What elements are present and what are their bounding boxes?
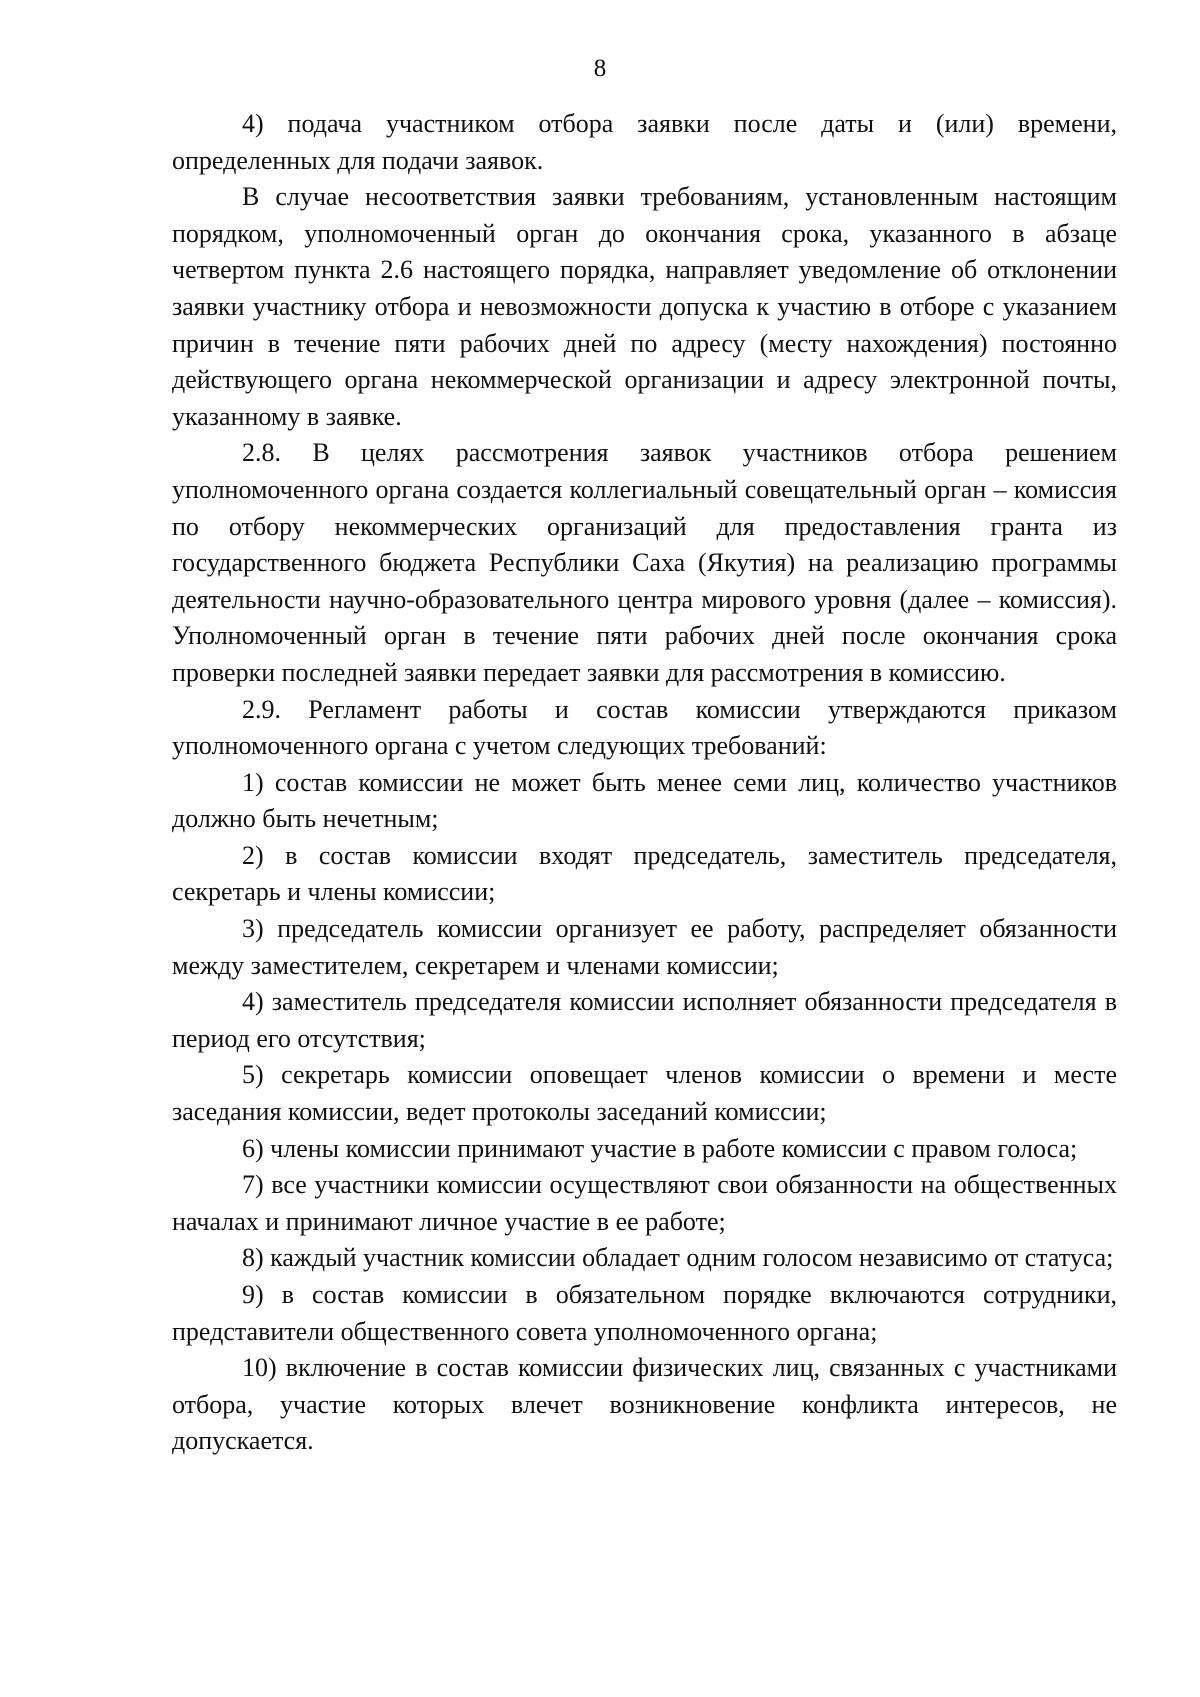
list-item: 6) члены комиссии принимают участие в работе комиссии с правом голоса; bbox=[242, 1133, 1078, 1163]
list-item: 10) включение в состав комиссии физических лиц, связанных с участниками отбора, участие которых влечет возникновение конфликта интересов, не допускается. bbox=[172, 1353, 1117, 1456]
list-item: 8) каждый участник комиссии обладает одним голосом независимо от статуса; bbox=[242, 1243, 1114, 1273]
list-item: 3) председатель комиссии организует ее работу, распределяет обязанности между заместителем, секретарем и членами комиссии; bbox=[172, 914, 1117, 980]
list-item: 9) в состав комиссии в обязательном порядке включаются сотрудники, представители общественного совета уполномоченного органа; bbox=[172, 1280, 1117, 1346]
document-body bbox=[172, 106, 1117, 1460]
list-item: 5) секретарь комиссии оповещает членов комиссии о времени и месте заседания комиссии, ведет протоколы заседаний комиссии; bbox=[172, 1060, 1117, 1127]
list-item: 7) все участники комиссии осуществляют свои обязанности на общественных началах и принимают личное участие в ее работе; bbox=[172, 1170, 1117, 1236]
paragraph: 4) подача участником отбора заявки после даты и (или) времени, определенных для подачи заявок. bbox=[172, 109, 1117, 175]
paragraph: 2.9. Регламент работы и состав комиссии утверждаются приказом уполномоченного органа с учетом следующих требований: bbox=[172, 694, 1117, 761]
list-item: 4) заместитель председателя комиссии исполняет обязанности председателя в период его отсутствия; bbox=[172, 987, 1117, 1053]
list-item: 2) в состав комиссии входят председатель, заместитель председателя, секретарь и члены комиссии; bbox=[172, 840, 1117, 907]
list-item: 1) состав комиссии не может быть менее семи лиц, количество участников должно быть нечетным; bbox=[172, 767, 1117, 834]
paragraph: 2.8. В целях рассмотрения заявок участников отбора решением уполномоченного органа создается коллегиальный совещательный орган – комиссия по отбору некоммерческих организаций для предоставления гранта из государственного бюджета Республики Саха (Якутия) на реализацию программы деятельности научно-образовательного центра мирового уровня (далее – комиссия). Уполномоченный орган в течение пяти рабочих дней после окончания срока проверки последней заявки передает заявки для рассмотрения в комиссию. bbox=[172, 438, 1117, 687]
page-number: 8 bbox=[593, 55, 607, 82]
paragraph: В случае несоответствия заявки требованиям, установленным настоящим порядком, уполномоченный орган до окончания срока, указанного в абзаце четвертом пункта 2.6 настоящего порядка, направляет уведомление об отклонении заявки участнику отбора и невозможности допуска к участию в отборе с указанием причин в течение пяти рабочих дней по адресу (месту нахождения) постоянно действующего органа некоммерческой организации и адресу электронной почты, указанному в заявке. bbox=[172, 182, 1117, 431]
